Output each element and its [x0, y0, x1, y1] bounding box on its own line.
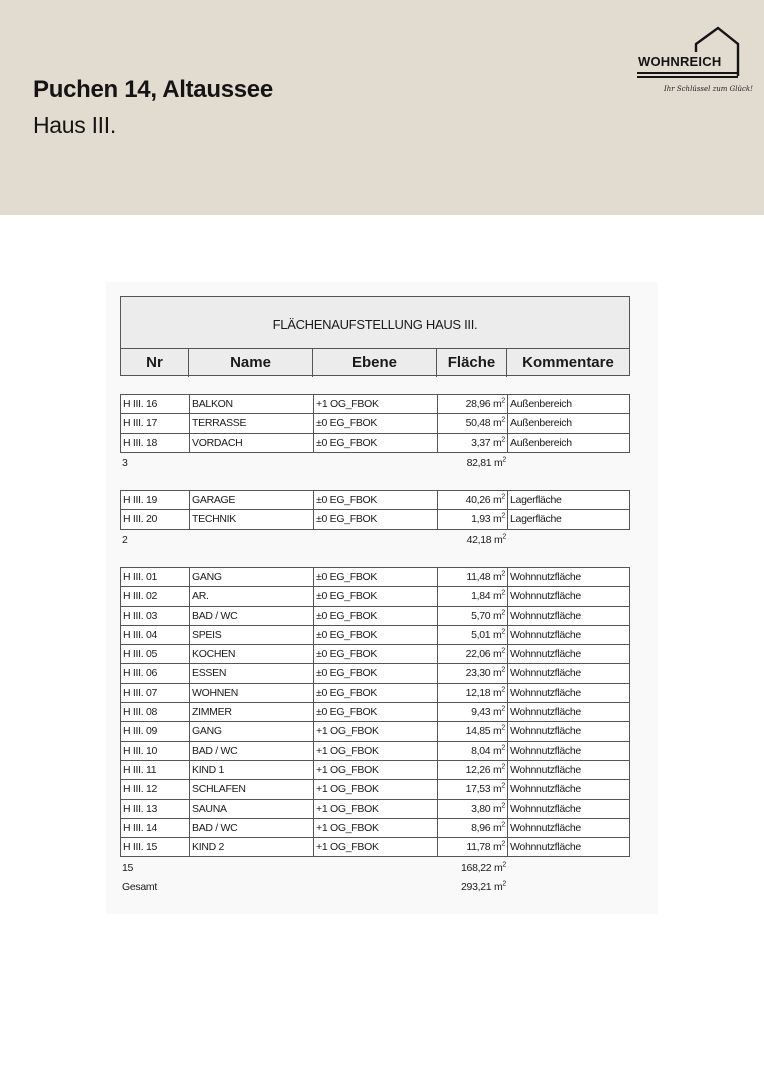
table-row: [121, 607, 629, 626]
table-title: FLÄCHENAUFSTELLUNG HAUS III.: [121, 297, 629, 349]
cell-kommentar: Wohnnutzfläche: [507, 587, 629, 605]
cell-nr: H III. 09: [123, 725, 158, 738]
cell-nr: H III. 18: [123, 436, 158, 449]
cell-ebene: +1 OG_FBOK: [313, 395, 437, 413]
cell-flaeche: 50,48 $m^2$: [437, 414, 507, 432]
table-row: [121, 761, 629, 780]
cell-nr: H III. 01: [123, 571, 158, 583]
cell-name: ESSEN: [189, 664, 313, 682]
page-subtitle: Haus III.: [33, 112, 116, 138]
cell-flaeche: 1,84 $m^2$: [437, 587, 507, 605]
cell-flaeche: 3,80 $m^2$: [437, 800, 507, 818]
table-row: [121, 684, 629, 703]
cell-nr: H III. 03: [123, 609, 158, 622]
cell-nr: H III. 12: [123, 783, 158, 796]
cell-flaeche: 12,18 $m^2$: [437, 684, 507, 702]
cell-flaeche: 5,70 $m^2$: [437, 607, 507, 625]
cell-name: GANG: [189, 568, 313, 586]
cell-ebene: ±0 EG_FBOK: [313, 703, 437, 721]
cell-nr: H III. 06: [123, 667, 158, 680]
cell-ebene: +1 OG_FBOK: [313, 742, 437, 760]
cell-kommentar: Wohnnutzfläche: [507, 568, 629, 586]
cell-name: BALKON: [189, 395, 313, 413]
cell-kommentar: Wohnnutzfläche: [507, 838, 629, 856]
cell-ebene: ±0 EG_FBOK: [313, 626, 437, 644]
table-row: [121, 722, 629, 741]
cell-flaeche: 8,04 $m^2$: [437, 742, 507, 760]
cell-kommentar: Wohnnutzfläche: [507, 626, 629, 644]
wohnreich-logo: [634, 24, 753, 98]
cell-nr: H III. 19: [123, 494, 158, 506]
table-row: [121, 568, 629, 587]
table-row: [121, 800, 629, 819]
cell-flaeche: 5,01 $m^2$: [437, 626, 507, 644]
table-row: [121, 819, 629, 838]
cell-nr: H III. 20: [123, 513, 158, 526]
cell-name: BAD / WC: [189, 819, 313, 837]
table-row: [121, 491, 629, 510]
cell-nr: H III. 10: [123, 744, 158, 757]
cell-ebene: ±0 EG_FBOK: [313, 568, 437, 586]
cell-kommentar: Wohnnutzfläche: [507, 664, 629, 682]
logo-tagline: Ihr Schlüssel zum Glück!: [664, 85, 753, 93]
logo-text: WOHNREICH: [638, 54, 722, 69]
table-group: [120, 567, 630, 857]
cell-flaeche: 17,53 $m^2$: [437, 780, 507, 798]
cell-nr: H III. 02: [123, 590, 158, 603]
cell-ebene: ±0 EG_FBOK: [313, 684, 437, 702]
cell-nr: H III. 16: [123, 398, 158, 410]
cell-name: KIND 2: [189, 838, 313, 856]
cell-flaeche: 14,85 $m^2$: [437, 722, 507, 740]
cell-ebene: ±0 EG_FBOK: [313, 434, 437, 452]
cell-kommentar: Wohnnutzfläche: [507, 607, 629, 625]
table-row: [121, 395, 629, 414]
cell-ebene: +1 OG_FBOK: [313, 819, 437, 837]
cell-flaeche: 8,96 $m^2$: [437, 819, 507, 837]
table-group: [120, 394, 630, 453]
cell-flaeche: 3,37 $m^2$: [437, 434, 507, 452]
cell-ebene: ±0 EG_FBOK: [313, 645, 437, 663]
cell-kommentar: Lagerfläche: [507, 510, 629, 528]
cell-nr: H III. 11: [123, 763, 157, 776]
cell-name: TERRASSE: [189, 414, 313, 432]
col-head-flaeche: Fläche: [437, 349, 507, 377]
group-total: 82,81 $m^2$: [466, 456, 506, 469]
cell-flaeche: 11,78 $m^2$: [437, 838, 507, 856]
cell-nr: H III. 07: [123, 686, 158, 699]
cell-nr: H III. 17: [123, 417, 158, 430]
group-count: 2: [122, 533, 128, 546]
cell-ebene: ±0 EG_FBOK: [313, 414, 437, 432]
cell-ebene: ±0 EG_FBOK: [313, 587, 437, 605]
cell-ebene: ±0 EG_FBOK: [313, 607, 437, 625]
table-row: [121, 587, 629, 606]
cell-flaeche: 1,93 $m^2$: [437, 510, 507, 528]
cell-nr: H III. 08: [123, 706, 158, 719]
col-head-kommentare: Kommentare: [522, 354, 614, 371]
table-row: [121, 838, 629, 857]
cell-name: SAUNA: [189, 800, 313, 818]
cell-kommentar: Wohnnutzfläche: [507, 703, 629, 721]
table-row: [121, 626, 629, 645]
table-header: [120, 296, 630, 376]
cell-ebene: +1 OG_FBOK: [313, 761, 437, 779]
cell-ebene: ±0 EG_FBOK: [313, 491, 437, 509]
table-group: [120, 490, 630, 530]
col-head-ebene: Ebene: [313, 349, 437, 377]
cell-name: GARAGE: [189, 491, 313, 509]
cell-name: SCHLAFEN: [189, 780, 313, 798]
cell-kommentar: Außenbereich: [507, 434, 629, 452]
table-row: [121, 645, 629, 664]
table-row: [121, 510, 629, 529]
cell-ebene: +1 OG_FBOK: [313, 800, 437, 818]
cell-ebene: ±0 EG_FBOK: [313, 664, 437, 682]
cell-name: KIND 1: [189, 761, 313, 779]
page-title: Puchen 14, Altaussee: [33, 76, 273, 103]
cell-kommentar: Wohnnutzfläche: [507, 742, 629, 760]
cell-nr: H III. 13: [123, 802, 158, 815]
cell-kommentar: Wohnnutzfläche: [507, 722, 629, 740]
cell-nr: H III. 05: [123, 648, 158, 661]
cell-flaeche: 40,26 $m^2$: [437, 491, 507, 509]
cell-name: WOHNEN: [189, 684, 313, 702]
cell-name: ZIMMER: [189, 703, 313, 721]
cell-nr: H III. 04: [123, 628, 158, 641]
group-total: 42,18 $m^2$: [466, 533, 506, 546]
cell-ebene: +1 OG_FBOK: [313, 780, 437, 798]
cell-flaeche: 9,43 $m^2$: [437, 703, 507, 721]
cell-name: BAD / WC: [189, 742, 313, 760]
cell-flaeche: 22,06 $m^2$: [437, 645, 507, 663]
table-row: [121, 414, 629, 433]
group-total: 168,22 $m^2$: [461, 861, 506, 874]
cell-ebene: +1 OG_FBOK: [313, 838, 437, 856]
cell-name: BAD / WC: [189, 607, 313, 625]
cell-kommentar: Wohnnutzfläche: [507, 800, 629, 818]
cell-name: SPEIS: [189, 626, 313, 644]
table-row: [121, 664, 629, 683]
cell-kommentar: Außenbereich: [507, 395, 629, 413]
cell-flaeche: 23,30 $m^2$: [437, 664, 507, 682]
cell-kommentar: Außenbereich: [507, 414, 629, 432]
grand-total-label: Gesamt: [122, 880, 157, 893]
table-row: [121, 780, 629, 799]
cell-kommentar: Wohnnutzfläche: [507, 645, 629, 663]
cell-flaeche: 28,96 $m^2$: [437, 395, 507, 413]
cell-name: TECHNIK: [189, 510, 313, 528]
cell-flaeche: 11,48 $m^2$: [437, 568, 507, 586]
cell-kommentar: Lagerfläche: [507, 491, 629, 509]
col-head-nr: Nr: [121, 349, 189, 377]
table-row: [121, 703, 629, 722]
cell-kommentar: Wohnnutzfläche: [507, 684, 629, 702]
cell-flaeche: 12,26 $m^2$: [437, 761, 507, 779]
table-row: [121, 434, 629, 453]
cell-ebene: ±0 EG_FBOK: [313, 510, 437, 528]
table-row: [121, 742, 629, 761]
cell-kommentar: Wohnnutzfläche: [507, 761, 629, 779]
cell-nr: H III. 14: [123, 821, 158, 834]
cell-name: AR.: [189, 587, 313, 605]
col-head-name: Name: [189, 349, 313, 377]
cell-kommentar: Wohnnutzfläche: [507, 780, 629, 798]
cell-name: KOCHEN: [189, 645, 313, 663]
group-count: 3: [122, 456, 128, 469]
cell-name: VORDACH: [189, 434, 313, 452]
cell-ebene: +1 OG_FBOK: [313, 722, 437, 740]
cell-nr: H III. 15: [123, 841, 158, 854]
cell-name: GANG: [189, 722, 313, 740]
cell-kommentar: Wohnnutzfläche: [507, 819, 629, 837]
group-count: 15: [122, 861, 134, 874]
grand-total: 293,21 $m^2$: [461, 880, 506, 893]
